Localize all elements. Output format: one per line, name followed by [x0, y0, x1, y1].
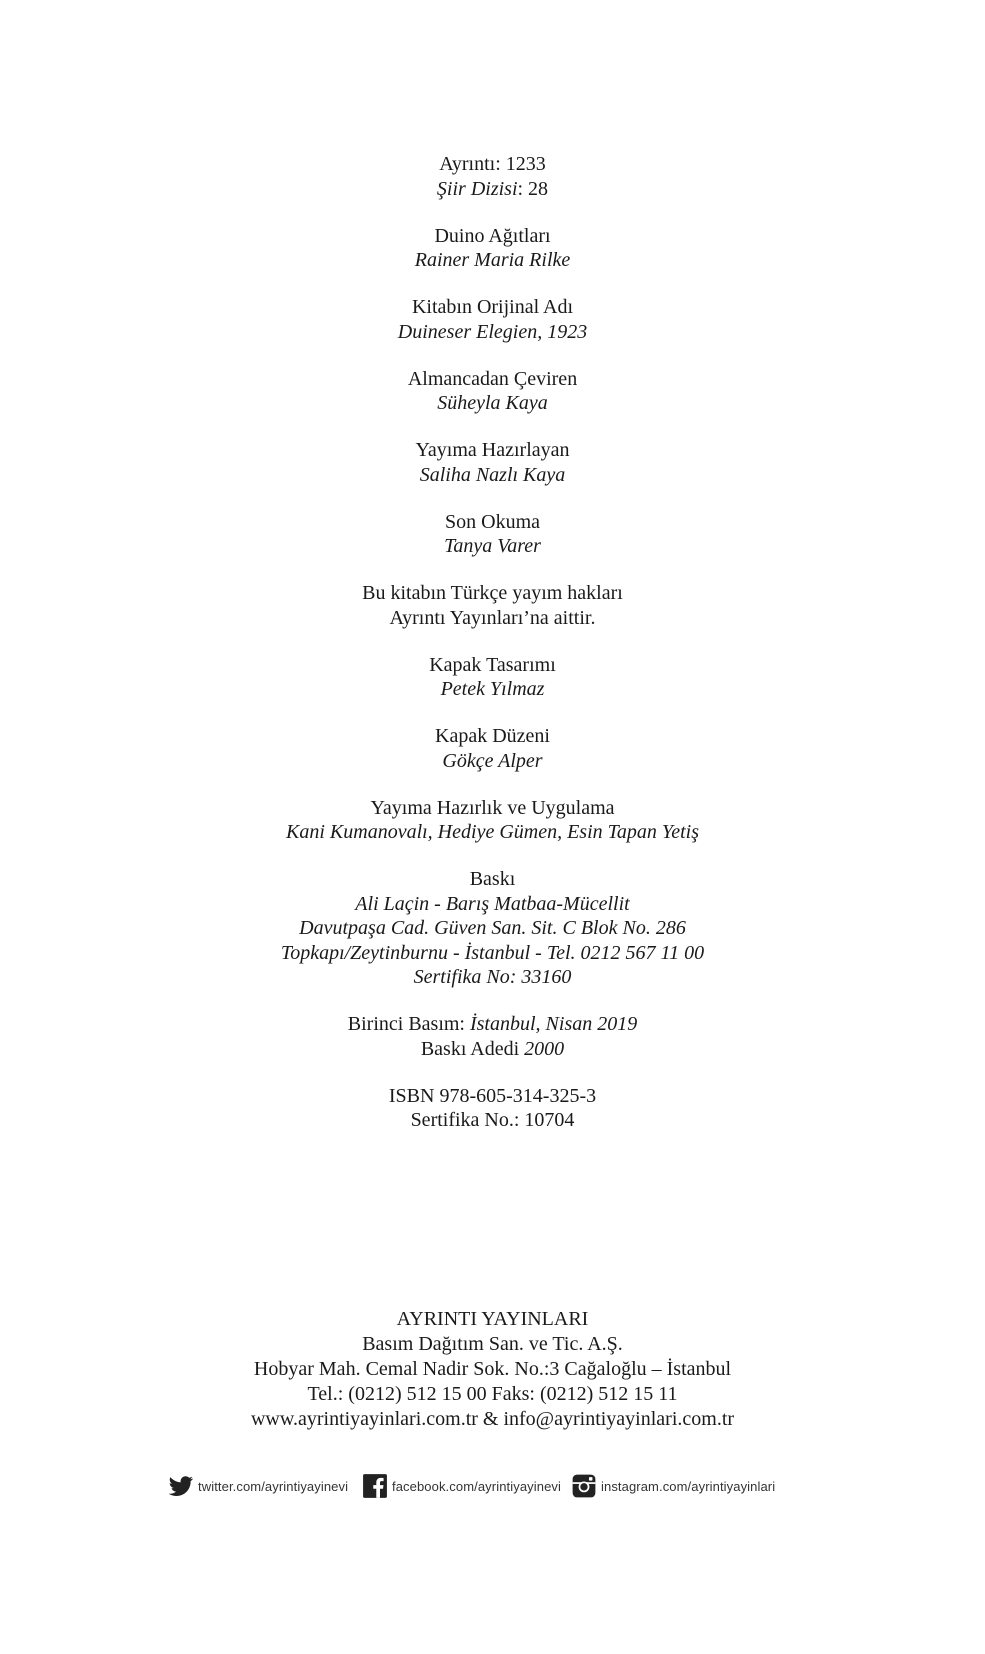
publisher-info: [0, 1307, 985, 1432]
facebook-icon: [362, 1473, 388, 1499]
proofreading-heading: Son Okuma: [445, 510, 540, 533]
editor-block: [0, 438, 985, 487]
publisher-name: AYRINTI YAYINLARI: [396, 1308, 589, 1330]
translator-block: [0, 367, 985, 416]
series-number: [0, 177, 985, 202]
twitter-handle: twitter.com/ayrintiyayinevi: [198, 1478, 349, 1494]
print-run-value: 2000: [524, 1037, 565, 1060]
series-label: Şiir Dizisi: [436, 177, 518, 200]
production-heading: Yayıma Hazırlık ve Uygulama: [370, 796, 615, 819]
rights-line-1: Bu kitabın Türkçe yayım hakları: [362, 582, 623, 604]
publisher-number: Ayrıntı: 1233: [439, 153, 546, 175]
first-edition-value: İstanbul, Nisan 2019: [469, 1013, 638, 1035]
printer-address: Davutpaşa Cad. Güven San. Sit. C Blok No. 286: [299, 917, 686, 939]
author-name: Rainer Maria Rilke: [414, 249, 571, 271]
instagram-link[interactable]: [571, 1471, 775, 1501]
printing-heading: Baskı: [469, 868, 516, 890]
cover-design-block: [0, 653, 985, 702]
instagram-icon: [571, 1473, 597, 1499]
publisher-address: Hobyar Mah. Cemal Nadir Sok. No.:3 Cağaloğlu – İstanbul: [253, 1358, 732, 1380]
instagram-handle: instagram.com/ayrintiyayinlari: [601, 1478, 776, 1494]
facebook-handle: facebook.com/ayrintiyayinevi: [392, 1478, 561, 1494]
title-block: [0, 224, 985, 273]
proofreading-block: [0, 510, 985, 559]
editor-name: Saliha Nazlı Kaya: [419, 463, 566, 486]
publisher-company: Basım Dağıtım San. ve Tic. A.Ş.: [362, 1333, 623, 1355]
production-names: Kani Kumanovalı, Hediye Gümen, Esin Tapan Yetiş: [286, 821, 699, 843]
facebook-link[interactable]: [362, 1471, 561, 1501]
cover-designer-name: Petek Yılmaz: [440, 678, 545, 700]
editor-heading: Yayıma Hazırlayan: [415, 439, 570, 461]
translator-name: Süheyla Kaya: [437, 392, 548, 414]
series-value: : 28: [517, 177, 549, 200]
publisher-phone: Tel.: (0212) 512 15 00 Faks: (0212) 512 15 11: [307, 1383, 678, 1405]
series-info: [0, 152, 985, 201]
production-block: [0, 796, 985, 845]
printing-block: [0, 867, 985, 990]
original-title-block: [0, 295, 985, 344]
proofreader-name: Tanya Varer: [444, 535, 541, 557]
twitter-link[interactable]: [168, 1471, 348, 1501]
cover-layout-name: Gökçe Alper: [442, 749, 543, 772]
original-title-value: Duineser Elegien, 1923: [397, 320, 588, 343]
original-title-heading: Kitabın Orijinal Adı: [411, 296, 574, 318]
publisher-certificate: Sertifika No.: 10704: [410, 1109, 575, 1131]
first-edition: [0, 1012, 985, 1037]
cover-design-heading: Kapak Tasarımı: [429, 653, 556, 676]
translator-heading: Almancadan Çeviren: [407, 367, 578, 390]
print-run-label: Baskı Adedi: [420, 1037, 525, 1060]
printer-name: Ali Laçin - Barış Matbaa-Mücellit: [355, 892, 630, 915]
printer-location-phone: Topkapı/Zeytinburnu - İstanbul - Tel. 0212 567 11 00: [280, 941, 705, 964]
cover-layout-heading: Kapak Düzeni: [435, 725, 550, 747]
rights-block: [0, 581, 985, 630]
isbn-block: [0, 1084, 985, 1133]
publisher-web: www.ayrintiyayinlari.com.tr & info@ayrintiyayinlari.com.tr: [250, 1408, 735, 1430]
twitter-icon: [168, 1473, 194, 1499]
edition-block: [0, 1012, 985, 1061]
first-edition-label: Birinci Basım:: [347, 1013, 470, 1035]
rights-line-2: Ayrıntı Yayınları’na aittir.: [389, 606, 596, 629]
print-run: [0, 1037, 985, 1062]
book-title: Duino Ağıtları: [434, 224, 551, 247]
cover-layout-block: [0, 724, 985, 773]
printer-certificate: Sertifika No: 33160: [413, 966, 572, 988]
isbn: ISBN 978-605-314-325-3: [388, 1084, 597, 1107]
colophon: [0, 152, 985, 1155]
